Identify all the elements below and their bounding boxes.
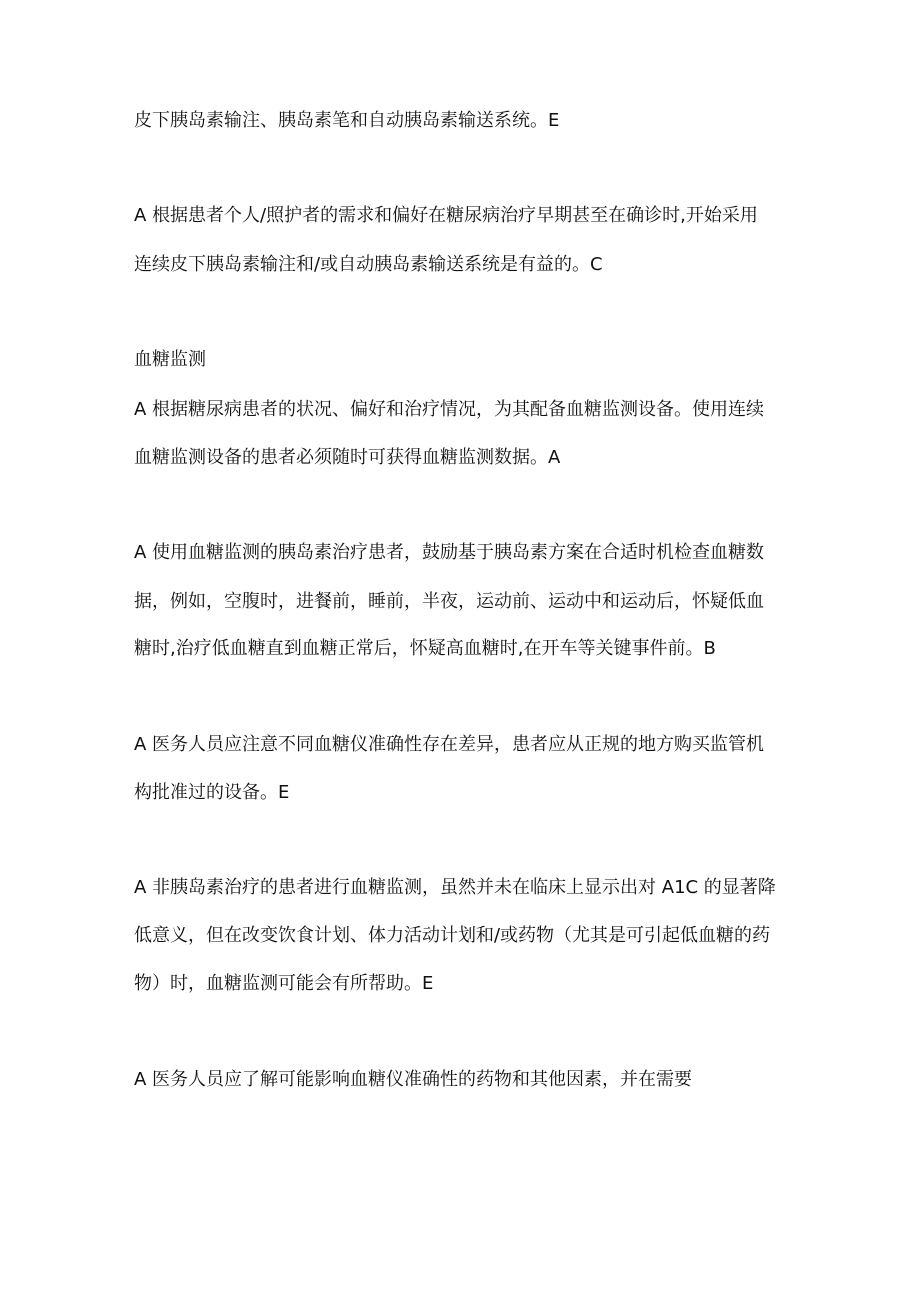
text-line-non-insulin-monitoring-1: A 非胰岛素治疗的患者进行血糖监测，虽然并未在临床上显示出对 A1C 的显著降: [134, 877, 776, 898]
text-line-monitoring-device-1: A 根据糖尿病患者的状况、偏好和治疗情况，为其配备血糖监测设备。使用连续: [134, 399, 765, 420]
text-line-non-insulin-monitoring-2: 低意义，但在改变饮食计划、体力活动计划和/或药物（尤其是可引起低血糖的药: [134, 925, 771, 946]
text-line-insulin-patients-check-1: A 使用血糖监测的胰岛素治疗患者，鼓励基于胰岛素方案在合适时机检查血糖数: [134, 542, 765, 563]
text-line-non-insulin-monitoring-3: 物）时，血糖监测可能会有所帮助。E: [134, 973, 434, 994]
text-line-insulin-delivery-methods: 皮下胰岛素输注、胰岛素笔和自动胰岛素输送系统。E: [134, 110, 560, 131]
text-line-csii-early-use-1: A 根据患者个人/照护者的需求和偏好在糖尿病治疗早期甚至在确诊时,开始采用: [134, 205, 758, 226]
text-line-monitoring-device-2: 血糖监测设备的患者必须随时可获得血糖监测数据。A: [134, 447, 561, 468]
text-line-meter-interference-factors: A 医务人员应了解可能影响血糖仪准确性的药物和其他因素，并在需要: [134, 1069, 693, 1090]
text-line-meter-accuracy-2: 构批准过的设备。E: [134, 782, 290, 803]
text-line-meter-accuracy-1: A 医务人员应注意不同血糖仪准确性存在差异，患者应从正规的地方购买监管机: [134, 734, 765, 755]
text-line-csii-early-use-2: 连续皮下胰岛素输注和/或自动胰岛素输送系统是有益的。C: [134, 254, 603, 275]
section-heading-glucose-monitoring: 血糖监测: [134, 349, 206, 370]
text-line-insulin-patients-check-3: 糖时,治疗低血糖直到血糖正常后，怀疑高血糖时,在开车等关键事件前。B: [134, 638, 716, 659]
text-line-insulin-patients-check-2: 据，例如，空腹时，进餐前，睡前，半夜，运动前、运动中和运动后，怀疑低血: [134, 591, 764, 612]
